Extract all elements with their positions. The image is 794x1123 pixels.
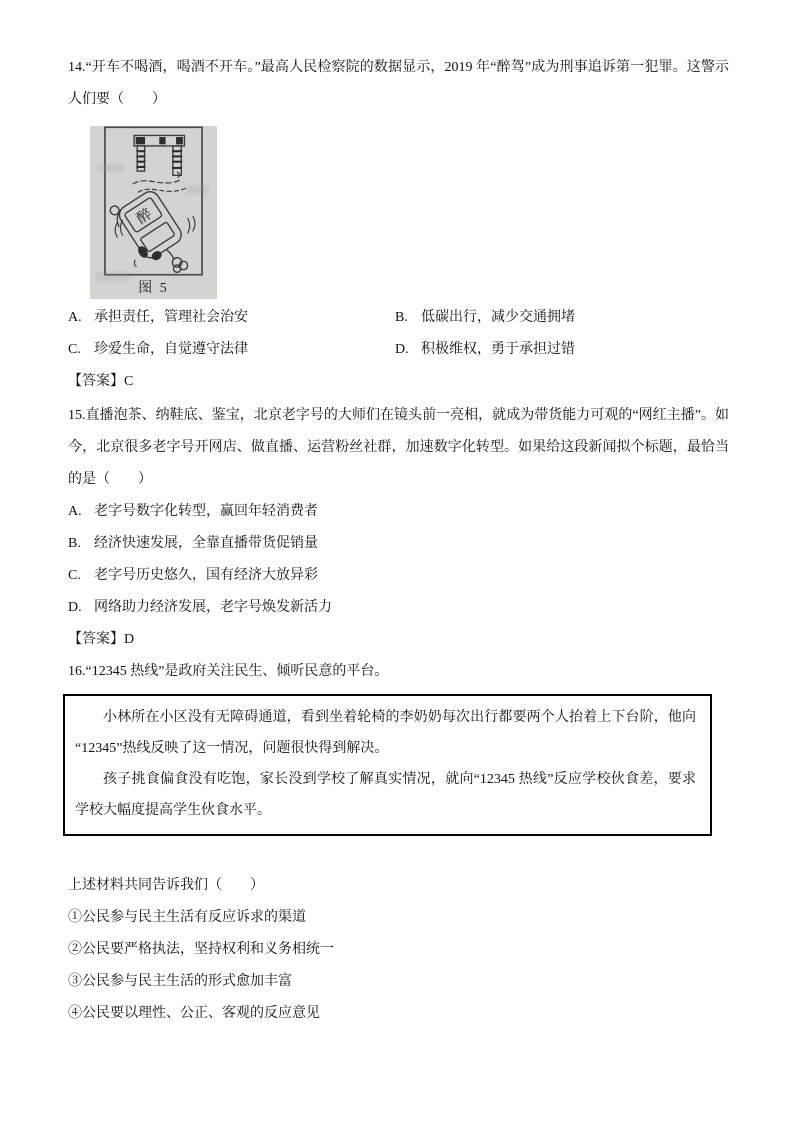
option-text: 老字号数字化转型，赢回年轻消费者: [94, 504, 318, 519]
question-16-prompt: 上述材料共同告诉我们（ ）: [68, 878, 264, 893]
option-label: A.: [68, 504, 82, 519]
question-15-answer: 【答案】D: [68, 632, 135, 647]
option-a: [68, 496, 729, 528]
option-a: [68, 302, 395, 334]
question-16-stem: 16.“12345 热线”是政府关注民生、倾听民意的平台。: [68, 664, 389, 679]
item-1: ①公民参与民主生活有反应诉求的渠道: [68, 910, 306, 925]
question-14-options: [68, 302, 729, 366]
option-c: [68, 334, 395, 366]
option-label: D.: [395, 342, 409, 357]
spacer: [68, 836, 729, 870]
figure-caption: 图 5: [138, 281, 169, 296]
option-label: D.: [68, 600, 82, 615]
gantry-icon: [134, 135, 184, 175]
bleed-through-mark: [98, 164, 124, 172]
option-text: 网络助力经济发展，老字号焕发新活力: [94, 600, 332, 615]
figure-5-scan: [90, 126, 217, 299]
material-paragraph-1: 小林所在小区没有无障碍通道，看到坐着轮椅的李奶奶每次出行都要两个人抬着上下台阶，他向“12345”热线反映了这一情况，问题很快得到解决。: [75, 710, 696, 756]
option-text: 老字号历史悠久，国有经济大放异彩: [94, 568, 318, 583]
option-b: [395, 302, 729, 334]
material-box: [63, 694, 712, 836]
question-15-options: [68, 496, 729, 624]
exhaust-puff-icon: [167, 250, 188, 273]
item-4: ④公民要以理性、公正、客观的反应意见: [68, 1006, 320, 1021]
question-14-stem: 14.“开车不喝酒，喝酒不开车。”最高人民检察院的数据显示，2019 年“醉驾”成为刑事追诉第一犯罪。这警示人们要（ ）: [68, 60, 729, 107]
option-label: B.: [395, 310, 408, 325]
option-label: A.: [68, 310, 82, 325]
option-label: C.: [68, 568, 81, 583]
drunk-car: [108, 183, 187, 268]
option-text: 低碳出行，减少交通拥堵: [421, 310, 575, 325]
option-b: [68, 528, 729, 560]
drunk-driving-cartoon: [101, 126, 206, 276]
option-text: 珍爱生命，自觉遵守法律: [94, 342, 248, 357]
option-text: 承担责任，管理社会治安: [94, 310, 248, 325]
material-paragraph-2: 孩子挑食偏食没有吃饱，家长没到学校了解真实情况，就向“12345 热线”反应学校伙食差，要求学校大幅度提高学生伙食水平。: [75, 772, 696, 818]
option-text: 经济快速发展，全靠直播带货促销量: [94, 536, 318, 551]
option-label: B.: [68, 536, 81, 551]
option-label: C.: [68, 342, 81, 357]
question-15-stem: 15.直播泡茶、纳鞋底、鉴宝，北京老字号的大师们在镜头前一亮相，就成为带货能力可观的“网红主播”。如今，北京很多老字号开网店、做直播、运营粉丝社群，加速数字化转型。如果给这段新闻拟个标题，最恰当的是（ ）: [68, 408, 729, 487]
option-text: 积极维权，勇于承担过错: [421, 342, 575, 357]
item-3: ③公民参与民主生活的形式愈加丰富: [68, 974, 292, 989]
bleed-through-mark: [186, 186, 208, 194]
zui-character: 醉: [134, 206, 156, 228]
question-14-answer: 【答案】C: [68, 374, 134, 389]
option-d: [68, 592, 729, 624]
option-c: [68, 560, 729, 592]
question-16-items: [68, 902, 729, 1030]
item-2: ②公民要严格执法，坚持权利和义务相统一: [68, 942, 334, 957]
option-d: [395, 334, 729, 366]
